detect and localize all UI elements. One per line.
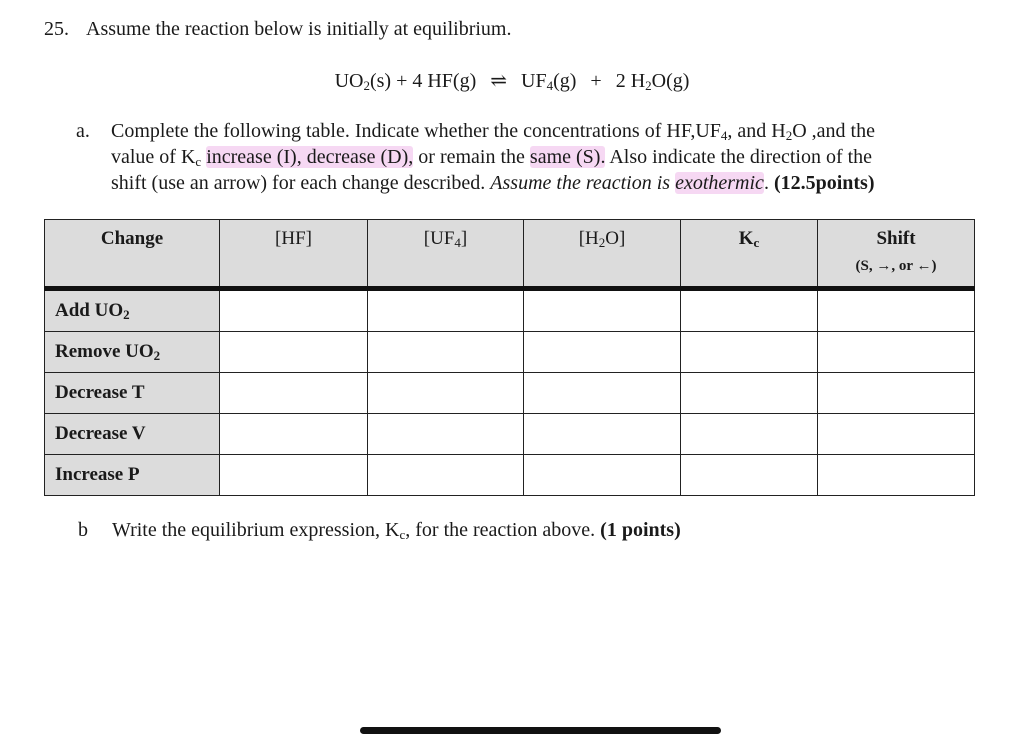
answer-cell-kc[interactable] — [681, 373, 818, 414]
header-h2o — [524, 220, 681, 289]
answer-cell-hf[interactable] — [220, 414, 368, 455]
equilibrium-arrow: ⇌ — [490, 70, 508, 92]
part-a-line1-c: O ,and the — [792, 120, 875, 142]
row-label — [45, 373, 220, 414]
part-b-text-b: , for the reaction above. — [405, 519, 601, 541]
answer-cell-uf4[interactable] — [368, 414, 524, 455]
table-row — [45, 455, 975, 496]
eq-product1: UF — [521, 70, 547, 92]
part-a-line2 — [111, 144, 976, 170]
answer-cell-hf[interactable] — [220, 332, 368, 373]
answer-cell-uf4[interactable] — [368, 289, 524, 332]
highlight-exothermic: exothermic — [675, 172, 764, 194]
equilibrium-table — [44, 219, 975, 496]
part-b-points: (1 points) — [600, 519, 681, 541]
eq-product2-sub: 2 — [645, 78, 652, 93]
part-a-line3 — [111, 170, 976, 196]
eq-product1-state: (g) — [553, 70, 577, 92]
part-a-line1-b: , and H — [727, 120, 786, 142]
part-a-line3-b: . — [763, 172, 774, 194]
answer-cell-hf[interactable] — [220, 455, 368, 496]
answer-cell-uf4[interactable] — [368, 332, 524, 373]
eq-product2-post: O(g) — [651, 70, 690, 92]
part-a-line2-b: or remain the — [413, 146, 530, 168]
header-uf4-b: ] — [460, 228, 468, 249]
part-b-sub: c — [399, 527, 406, 542]
row-label-text: Remove UO — [55, 341, 154, 362]
header-uf4 — [368, 220, 524, 289]
question-number: 25. — [44, 18, 69, 40]
answer-cell-h2o[interactable] — [524, 373, 681, 414]
answer-cell-shift[interactable] — [818, 373, 975, 414]
answer-cell-shift[interactable] — [818, 289, 975, 332]
header-shift-label: Shift — [876, 228, 916, 249]
row-label-text: Decrease T — [55, 382, 145, 403]
header-kc-a: K — [738, 228, 754, 249]
table-header-row — [45, 220, 975, 289]
header-kc-sub: c — [753, 235, 760, 250]
part-a-line1-a: Complete the following table. Indicate whether the concentrations of HF,UF — [111, 120, 721, 142]
row-label-text: Increase P — [55, 464, 140, 485]
row-label-sub: 2 — [153, 348, 161, 363]
reaction-equation — [0, 68, 1024, 93]
part-a-line1-sub2: 2 — [785, 128, 793, 143]
header-kc — [681, 220, 818, 289]
header-h2o-b: O] — [605, 228, 626, 249]
eq-product2-pre: 2 H — [615, 70, 646, 92]
header-h2o-a: [H — [578, 228, 599, 249]
eq-product1-sub: 4 — [546, 78, 554, 93]
row-label-text: Add UO — [55, 300, 124, 321]
eq-reactant1: UO — [334, 70, 364, 92]
answer-cell-hf[interactable] — [220, 373, 368, 414]
part-a-label: a. — [76, 120, 90, 142]
table-row — [45, 289, 975, 332]
highlight-increase-decrease: increase (I), decrease (D), — [206, 146, 414, 168]
header-shift-options: (S, →, or ←) — [855, 258, 937, 274]
answer-cell-h2o[interactable] — [524, 332, 681, 373]
part-a-line2-a: value of K — [111, 146, 196, 168]
part-b-text-a: Write the equilibrium expression, K — [112, 519, 400, 541]
answer-cell-kc[interactable] — [681, 332, 818, 373]
header-uf4-a: [UF — [423, 228, 455, 249]
answer-cell-kc[interactable] — [681, 414, 818, 455]
row-label — [45, 455, 220, 496]
header-hf: [HF] — [220, 220, 368, 289]
answer-cell-shift[interactable] — [818, 455, 975, 496]
part-b-instructions — [78, 519, 681, 542]
highlight-same: same (S). — [529, 146, 606, 168]
table-row — [45, 373, 975, 414]
part-a-line1 — [111, 118, 976, 144]
part-a-line1-sub: 4 — [720, 128, 728, 143]
eq-plus: + — [590, 70, 602, 92]
part-a-line3-a: shift (use an arrow) for each change described. — [111, 172, 491, 194]
part-a-points: (12.5points) — [773, 172, 875, 194]
question-text: Assume the reaction below is initially at equilibrium. — [86, 18, 512, 40]
answer-cell-h2o[interactable] — [524, 289, 681, 332]
answer-cell-hf[interactable] — [220, 289, 368, 332]
answer-cell-uf4[interactable] — [368, 455, 524, 496]
answer-cell-h2o[interactable] — [524, 414, 681, 455]
question-heading — [44, 18, 511, 41]
header-change: Change — [45, 220, 220, 289]
part-b-label: b — [78, 519, 88, 541]
answer-cell-kc[interactable] — [681, 289, 818, 332]
header-shift — [818, 220, 975, 289]
part-a-instructions — [76, 118, 976, 196]
header-h2o-sub: 2 — [598, 235, 606, 250]
eq-reactant1-state: (s) + 4 HF(g) — [369, 70, 477, 92]
answer-cell-shift[interactable] — [818, 414, 975, 455]
answer-cell-kc[interactable] — [681, 455, 818, 496]
table-row — [45, 414, 975, 455]
row-label — [45, 332, 220, 373]
row-label — [45, 414, 220, 455]
header-uf4-sub: 4 — [454, 235, 461, 250]
answer-cell-shift[interactable] — [818, 332, 975, 373]
part-a-line2-sub: c — [195, 154, 202, 169]
answer-cell-h2o[interactable] — [524, 455, 681, 496]
table-row — [45, 332, 975, 373]
row-label-sub: 2 — [123, 307, 130, 322]
eq-reactant1-sub: 2 — [363, 78, 370, 93]
part-a-line3-italic: Assume the reaction is — [490, 172, 676, 194]
home-indicator-bar[interactable] — [360, 727, 721, 734]
row-label-text: Decrease V — [55, 423, 146, 444]
part-a-line2-c: Also indicate the direction of the — [605, 146, 873, 168]
row-label — [45, 289, 220, 332]
answer-cell-uf4[interactable] — [368, 373, 524, 414]
